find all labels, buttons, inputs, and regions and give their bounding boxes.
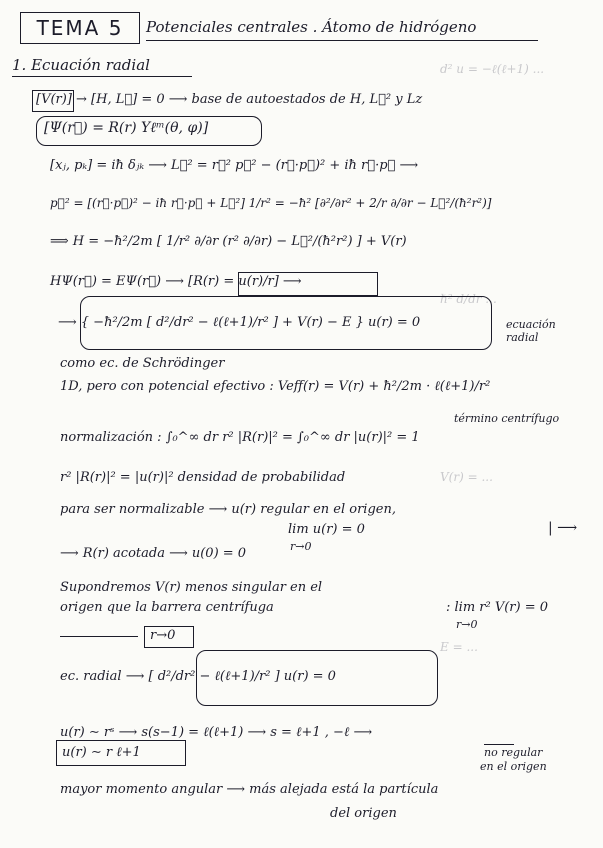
probability-density: r² |R(r)|² = |u(r)|² densidad de probabilidad [60,470,346,485]
hamiltonian-radial: ⟹ H = −ħ²/2m [ 1/r² ∂/∂r (r² ∂/∂r) − L⃗²/(ħ²r²) ] + V(r) [50,234,407,249]
potential-assumption: Supondremos V(r) menos singular en el [60,580,323,595]
limit-potential: : lim r² V(r) = 0 [446,600,549,615]
not-regular-note-cont: en el origen [480,760,547,773]
divider-line [60,636,138,637]
bounded-radial: ⟶ R(r) acotada ⟶ u(0) = 0 [60,546,247,561]
origin-equation: ec. radial ⟶ [ d²/dr² − ℓ(ℓ+1)/r² ] u(r) = 0 [60,669,336,684]
potential-assumption-cont: origen que la barrera centrífuga [60,600,274,615]
section-underline [12,76,192,77]
commutator-line: [V(r)] → [H, L⃗] = 0 ⟶ base de autoestados de H, L⃗² y Lz [36,92,423,107]
ghost-text: V(r) = ... [440,470,493,484]
page-title: Potenciales centrales . Átomo de hidrógeno [146,18,477,36]
conclusion-cont: del origen [330,806,397,821]
radial-equation: ⟶ { −ħ²/2m [ d²/dr² − ℓ(ℓ+1)/r² ] + V(r) − E } u(r) = 0 [58,315,421,330]
power-law-ansatz: u(r) ∼ rˢ ⟶ s(s−1) = ℓ(ℓ+1) ⟶ s = ℓ+1 , −ℓ ⟶ [60,725,373,740]
effective-potential: 1D, pero con potencial efectivo : Veff(r) = V(r) + ħ²/2m · ℓ(ℓ+1)/r² [60,379,491,394]
ghost-text: ℏ² d/dr ... [440,292,497,306]
limit-potential-subscript: r→0 [456,618,478,631]
limit-condition: lim u(r) = 0 [288,522,365,537]
schrodinger-eq: HΨ(r⃗) = EΨ(r⃗) ⟶ [R(r) = u(r)/r] ⟶ [50,274,302,289]
ghost-text: d² u = −ℓ(ℓ+1) ... [440,62,545,76]
centrifugal-note: término centrífugo [454,412,560,425]
limit-label: r→0 [150,628,176,643]
schrodinger-analogy: como ec. de Schrödinger [60,356,225,371]
section-heading: 1. Ecuación radial [12,56,150,74]
angular-momentum-identity: [xⱼ, pₖ] = iħ δⱼₖ ⟶ L⃗² = r⃗² p⃗² − (r⃗·p⃗)² + iħ r⃗·p⃗ ⟶ [50,158,419,173]
ghost-text: E = ... [440,640,478,654]
underline-minus-l [484,744,514,745]
normalizable-condition: para ser normalizable ⟶ u(r) regular en el origen, [60,502,396,517]
result-near-origin: u(r) ∼ r ℓ+1 [62,745,141,760]
tema-box: TEMA 5 [20,12,140,44]
momentum-squared: p⃗² = [(r⃗·p⃗)² − iħ r⃗·p⃗ + L⃗²] 1/r² = −ħ² [∂²/∂r² + 2/r ∂/∂r − L⃗²/(ħ²r²)] [50,196,492,210]
limit-subscript: r→0 [290,540,312,553]
title-underline [146,40,538,41]
margin-arrow: | ⟶ [548,520,578,536]
conclusion: mayor momento angular ⟶ más alejada está la partícula [60,782,439,797]
radial-equation-note: ecuación radial [506,318,556,344]
normalization: normalización : ∫₀^∞ dr r² |R(r)|² = ∫₀^∞ dr |u(r)|² = 1 [60,430,420,445]
wavefunction-separation: [Ψ(r⃗) = R(r) Yℓᵐ(θ, φ)] [44,120,209,136]
not-regular-note: no regular [484,746,543,759]
